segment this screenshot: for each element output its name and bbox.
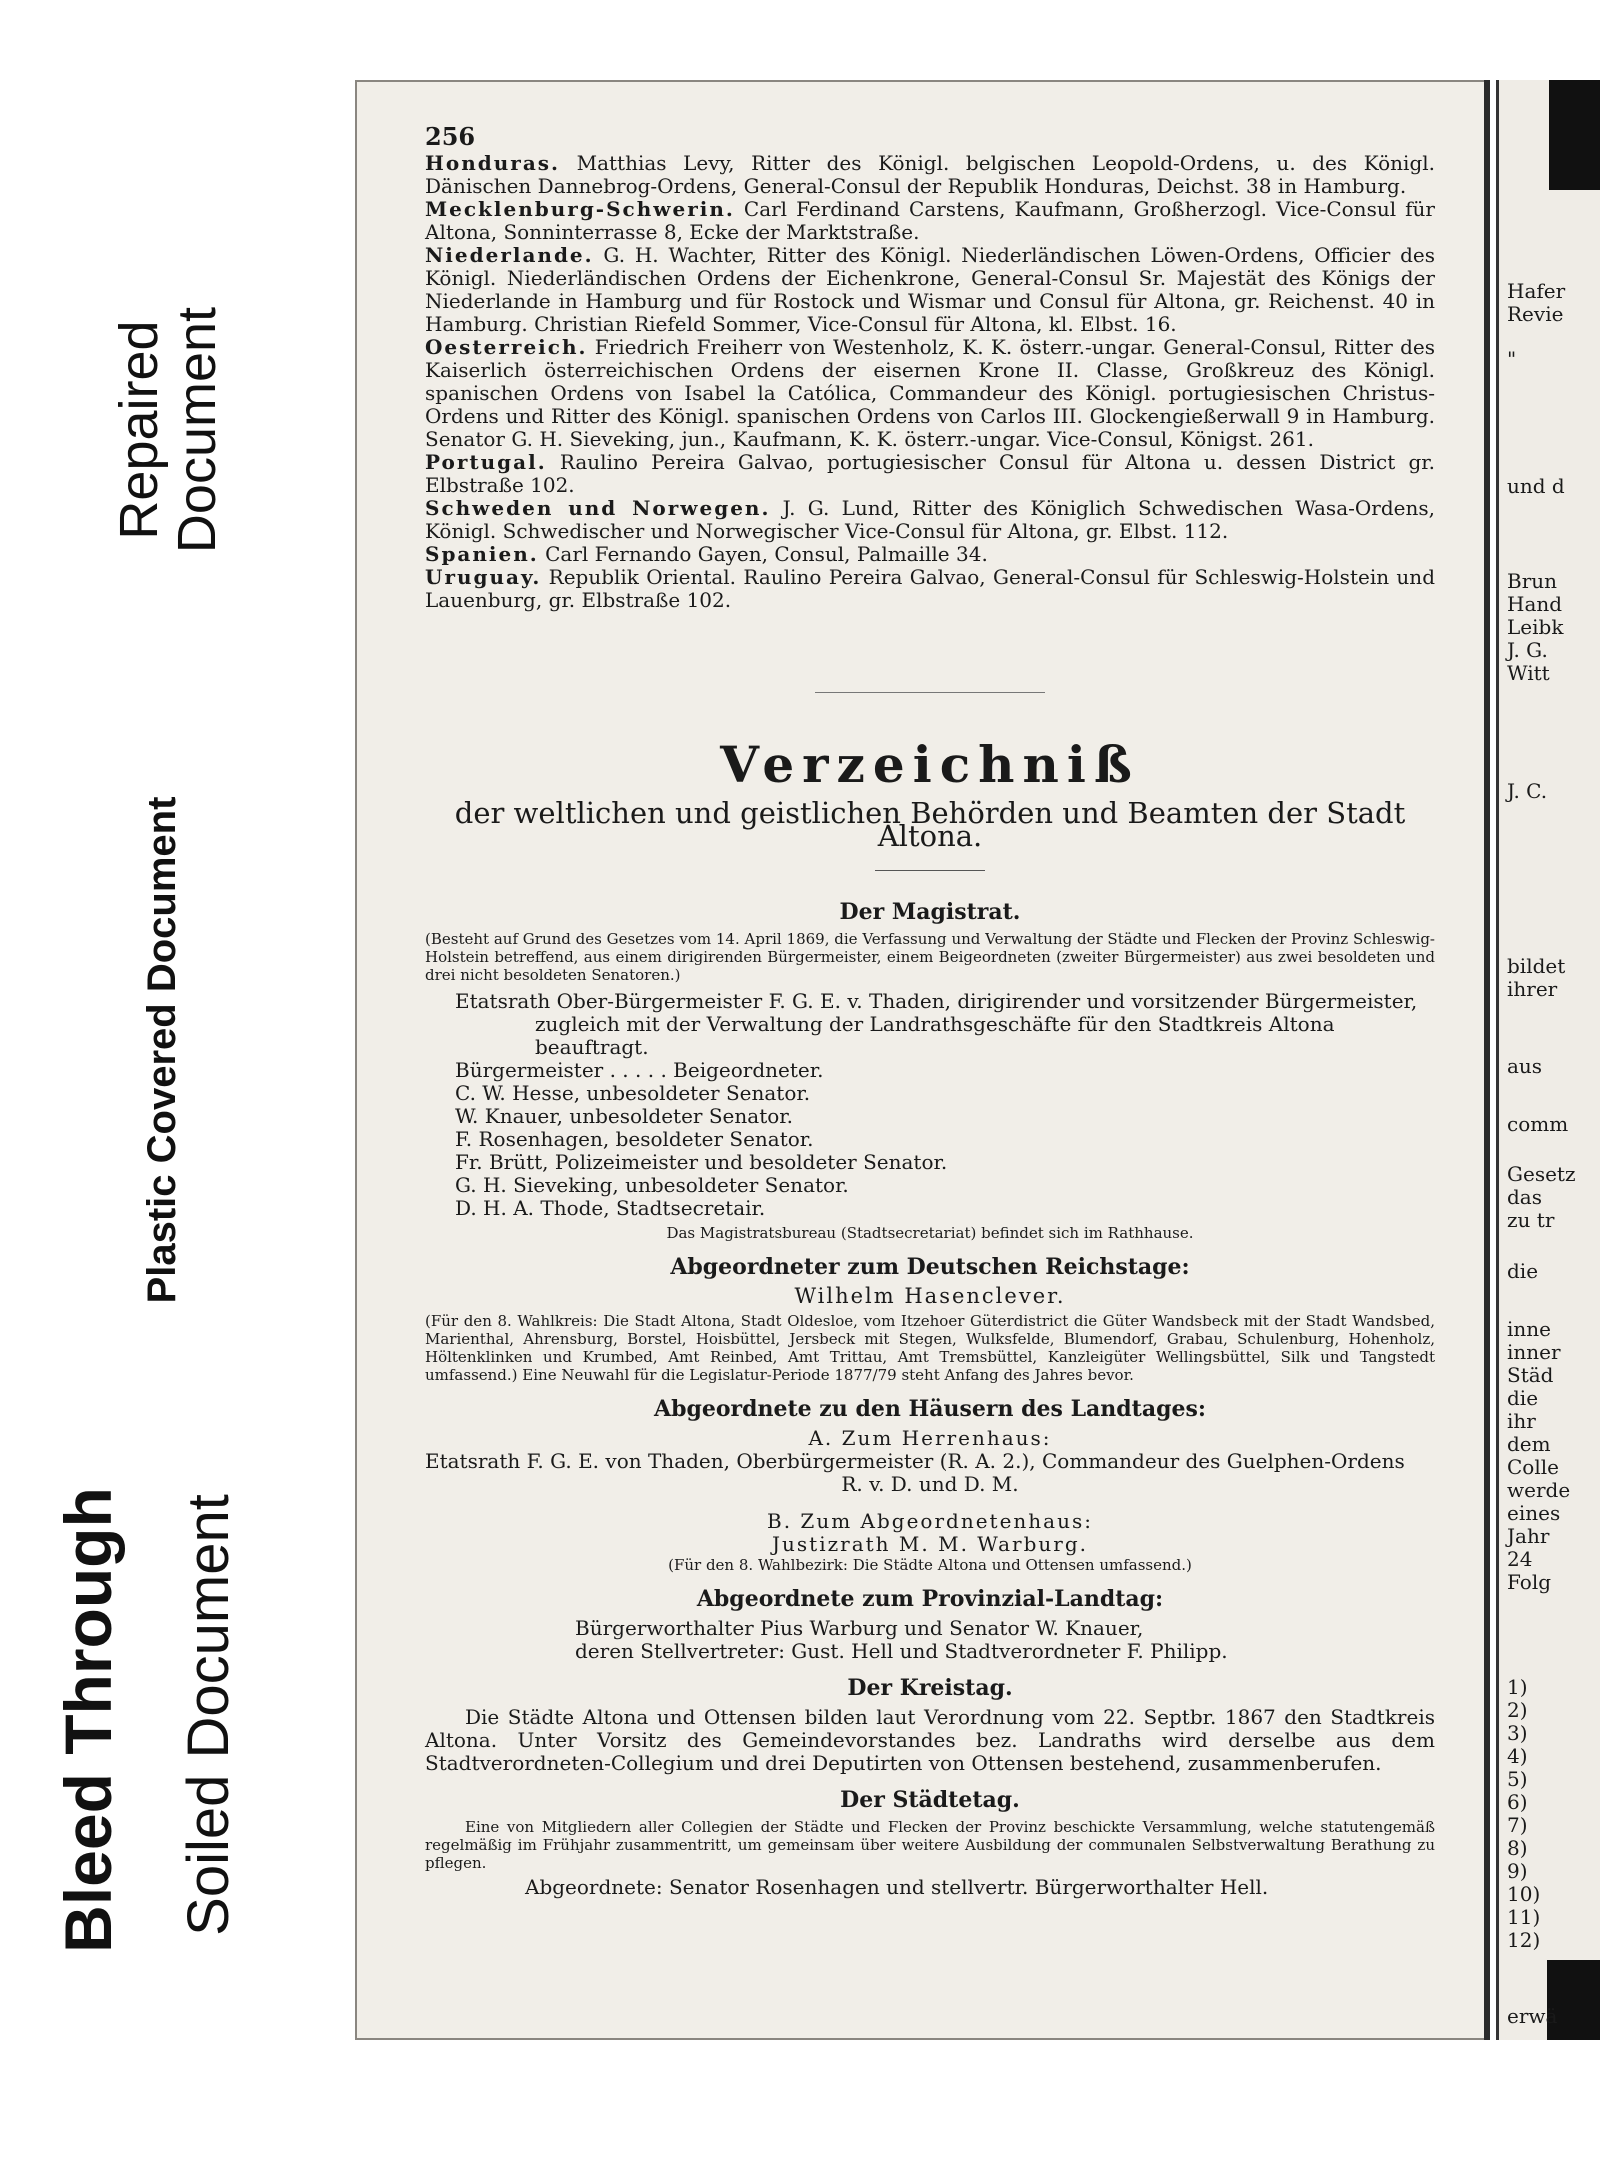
adjacent-page-fragment: werde <box>1507 1478 1571 1502</box>
consul-country: Spanien. <box>425 542 539 566</box>
adjacent-page-fragment: und d <box>1507 474 1565 498</box>
adjacent-page-fragment: Brun <box>1507 569 1558 593</box>
adjacent-page-fragment: inner <box>1507 1340 1561 1364</box>
provinzial-line: Bürgerworthalter Pius Warburg und Senator W. Knauer, <box>575 1616 1144 1640</box>
plastic-covered-stamp: Plastic Covered Document <box>140 796 184 1304</box>
adjacent-page-number: 7) <box>1507 1813 1528 1837</box>
consul-text: Carl Ferdinand Carstens, Kaufmann, Großherzogl. Vice-Consul für Altona, Sonninterrasse 8, Ecke der Marktstraße. <box>425 197 1435 244</box>
magistrat-footnote: Das Magistratsbureau (Stadtsecretariat) befindet sich im Rathhause. <box>666 1224 1194 1242</box>
adjacent-page-number: 4) <box>1507 1744 1528 1768</box>
consul-text: G. H. Wachter, Ritter des Königl. Niederländischen Löwen-Ordens, Officier des Königl. Niederländischen Ordens der Eichenkrone, General-Consul Sr. Majestät des Königs der Niederlande in Hamburg und für Rostock und Wismar und Consul für Altona, gr. Reichenst. 40 in Hamburg. Christian Riefeld Sommer, Vice-Consul für Altona, kl. Elbst. 16. <box>425 243 1435 336</box>
adjacent-page-fragment: eines <box>1507 1501 1561 1525</box>
staedtetag-delegates: Abgeordnete: Senator Rosenhagen und stellvertr. Bürgerworthalter Hell. <box>525 1875 1269 1899</box>
adjacent-page-fragment: Hand <box>1507 592 1563 616</box>
magistrat-member: F. Rosenhagen, besoldeter Senator. <box>455 1127 814 1151</box>
page-title: Verzeichniß <box>720 735 1140 794</box>
adjacent-page-number: 12) <box>1507 1928 1541 1952</box>
adjacent-page-fragment: bildet <box>1507 954 1566 978</box>
adjacent-page-number: 1) <box>1507 1675 1528 1699</box>
adjacent-page-fragment: die <box>1507 1386 1539 1410</box>
magistrat-member: G. H. Sieveking, unbesoldeter Senator. <box>455 1173 849 1197</box>
adjacent-page-number: 6) <box>1507 1790 1528 1814</box>
adjacent-page-number: 3) <box>1507 1721 1528 1745</box>
scanned-page <box>355 80 1490 2040</box>
consul-entry <box>425 497 1435 543</box>
adjacent-page-fragment: Leibk <box>1507 615 1564 639</box>
adjacent-page-fragment: zu tr <box>1507 1208 1555 1232</box>
adjacent-page <box>1496 80 1600 2040</box>
adjacent-page-fragment: " <box>1507 347 1517 371</box>
magistrat-note: (Besteht auf Grund des Gesetzes vom 14. April 1869, die Verfassung und Verwaltung der Städte und Flecken der Provinz Schleswig-Holstein betreffend, aus einem dirigirenden Bürgermeister, einem Beigeordneten (zweiter Bürgermeister) aus zwei besoldeten und drei nicht besoldeten Senatoren.) <box>425 930 1435 984</box>
adjacent-page-fragment: Jahr <box>1507 1524 1550 1548</box>
consul-country: Oesterreich. <box>425 335 588 359</box>
consul-entry <box>425 336 1435 451</box>
section-divider <box>815 692 1045 693</box>
kreistag-heading: Der Kreistag. <box>847 1675 1013 1701</box>
adjacent-page-fragment: comm <box>1507 1112 1569 1136</box>
adjacent-page-number: 5) <box>1507 1767 1528 1791</box>
consul-country: Honduras. <box>425 151 561 175</box>
repaired-document-stamp <box>110 280 230 580</box>
consul-country: Mecklenburg-Schwerin. <box>425 197 735 221</box>
herrenhaus-member-orders: R. v. D. und D. M. <box>841 1472 1019 1496</box>
repaired-stamp-line1: Repaired <box>109 320 169 540</box>
adjacent-page-fragment: das <box>1507 1185 1542 1209</box>
provinzial-members <box>425 1617 1435 1663</box>
consul-entry <box>425 566 1435 612</box>
consul-country: Portugal. <box>425 450 547 474</box>
adjacent-page-fragment: Witt <box>1507 661 1550 685</box>
staedtetag-note: Eine von Mitgliedern aller Collegien der Städte und Flecken der Provinz beschickte Versammlung, welche statutengemäß regelmäßig im Frühjahr zusammentritt, um gemeinsam über weitere Ausbildung der communalen Selbstverwaltung Berathung zu pflegen. <box>425 1818 1435 1872</box>
kreistag-text: Die Städte Altona und Ottensen bilden laut Verordnung vom 22. Septbr. 1867 den Stadtkreis Altona. Unter Vorsitz des Gemeindevorstandes bez. Landraths wird derselbe aus dem Stadtverordneten-Collegium und drei Deputirten von Ottensen bestehend, zusammenberufen. <box>425 1705 1435 1775</box>
magistrat-member: D. H. A. Thode, Stadtsecretair. <box>455 1196 766 1220</box>
consul-list <box>425 152 1435 612</box>
title-divider <box>875 870 985 871</box>
landtag-heading: Abgeordnete zu den Häusern des Landtages: <box>654 1396 1206 1422</box>
magistrat-members <box>455 990 1435 1220</box>
adjacent-page-fragment: aus <box>1507 1054 1543 1078</box>
consul-entry <box>425 451 1435 497</box>
adjacent-page-fragment: ihrer <box>1507 977 1558 1001</box>
consul-entry <box>425 244 1435 336</box>
adjacent-page-fragment: 24 <box>1507 1547 1533 1571</box>
consul-text: Raulino Pereira Galvao, portugiesischer Consul für Altona u. dessen District gr. Elbstraße 102. <box>425 450 1435 497</box>
consul-country: Uruguay. <box>425 565 542 589</box>
consul-text: Carl Fernando Gayen, Consul, Palmaille 34. <box>538 542 988 566</box>
adjacent-page-fragment: die <box>1507 1259 1539 1283</box>
adjacent-page-fragment: J. G. <box>1507 638 1548 662</box>
bleed-through-stamp: Bleed Through <box>51 1487 125 1953</box>
magistrat-member: Fr. Brütt, Polizeimeister und besoldeter Senator. <box>455 1150 948 1174</box>
page-subtitle: der weltlichen und geistlichen Behörden und Beamten der Stadt Altona. <box>454 796 1406 853</box>
adjacent-page-number: 9) <box>1507 1859 1528 1883</box>
adjacent-page-fragment: erwä <box>1507 2004 1558 2028</box>
repaired-stamp-line2: Document <box>167 306 227 554</box>
adjacent-page-fragment: J. C. <box>1507 779 1548 803</box>
consul-text: J. G. Lund, Ritter des Königlich Schwedischen Wasa-Ordens, Königl. Schwedischer und Norwegischer Vice-Consul für Altona, gr. Elbst. 112. <box>425 496 1435 543</box>
abgeordnetenhaus-note: (Für den 8. Wahlbezirk: Die Städte Altona und Ottensen umfassend.) <box>668 1556 1192 1574</box>
consul-text: Republik Oriental. Raulino Pereira Galvao, General-Consul für Schleswig-Holstein und Lauenburg, gr. Elbstraße 102. <box>425 565 1435 612</box>
consul-entry <box>425 543 1435 566</box>
page-spine <box>1484 80 1490 2040</box>
adjacent-page-number: 2) <box>1507 1698 1528 1722</box>
adjacent-page-fragment: Revie <box>1507 302 1564 326</box>
reichstag-note: (Für den 8. Wahlkreis: Die Stadt Altona, Stadt Oldesloe, vom Itzehoer Güterdistrict die Güter Wandsbeck mit der Stadt Wandsbed, Marienthal, Ahrensburg, Borstel, Hoisbüttel, Jersbeck mit Stegen, Wulksfelde, Blumendorf, Grabau, Schulenburg, Hohenholz, Höltenklinken und Krumbed, Amt Reinbed, Amt Trittau, Amt Tremsbüttel, Kanzleigüter Wellingsbüttel, Silk und Tangstedt umfassend.) Eine Neuwahl für die Legislatur-Periode 1877/79 steht Anfang des Jahres bevor. <box>425 1312 1435 1384</box>
magistrat-member: Etatsrath Ober-Bürgermeister F. G. E. v. Thaden, dirigirender und vorsitzender Bürgermeister, <box>455 989 1418 1013</box>
consul-text: Friedrich Freiherr von Westenholz, K. K. österr.-ungar. General-Consul, Ritter des Kaiserlich österreichischen Ordens der eisernen Krone II. Classe, Großkreuz des Königl. spanischen Ordens von Isabel la Católica, Commandeur des Königl. portugiesischen Christus-Ordens und Ritter des Königl. spanischen Ordens von Carlos III. Glockengießerwall 9 in Hamburg. Senator G. H. Sieveking, jun., Kaufmann, K. K. österr.-ungar. Vice-Consul, Königst. 261. <box>425 335 1435 451</box>
magistrat-member: W. Knauer, unbesoldeter Senator. <box>455 1104 793 1128</box>
adjacent-page-fragment: ihr <box>1507 1409 1536 1433</box>
magistrat-member: C. W. Hesse, unbesoldeter Senator. <box>455 1081 811 1105</box>
page-number: 256 <box>425 122 476 151</box>
binding-mark <box>1549 80 1600 190</box>
adjacent-page-fragment: Colle <box>1507 1455 1559 1479</box>
consul-text: Matthias Levy, Ritter des Königl. belgischen Leopold-Ordens, u. des Königl. Dänischen Dannebrog-Ordens, General-Consul der Republik Honduras, Deichst. 38 in Hamburg. <box>425 151 1435 198</box>
adjacent-page-fragment: Hafer <box>1507 279 1566 303</box>
provinzial-line: deren Stellvertreter: Gust. Hell und Stadtverordneter F. Philipp. <box>575 1639 1228 1663</box>
adjacent-page-fragment: Städ <box>1507 1363 1554 1387</box>
reichstag-heading: Abgeordneter zum Deutschen Reichstage: <box>670 1254 1190 1280</box>
soiled-document-stamp: Soiled Document <box>176 1494 241 1936</box>
adjacent-page-fragment: Folg <box>1507 1570 1552 1594</box>
abgeordnetenhaus-member: Justizrath M. M. Warburg. <box>772 1532 1088 1556</box>
adjacent-page-number: 8) <box>1507 1836 1528 1860</box>
magistrat-member: Bürgermeister . . . . . Beigeordneter. <box>455 1058 824 1082</box>
herrenhaus-label: A. Zum Herrenhaus: <box>808 1426 1052 1450</box>
binding-mark <box>1547 1960 1600 2040</box>
adjacent-page-fragment: Gesetz <box>1507 1162 1576 1186</box>
adjacent-page-number: 11) <box>1507 1905 1541 1929</box>
provinzial-heading: Abgeordnete zum Provinzial-Landtag: <box>696 1586 1164 1612</box>
abgeordnetenhaus-label: B. Zum Abgeordnetenhaus: <box>767 1509 1093 1533</box>
adjacent-page-number: 10) <box>1507 1882 1541 1906</box>
consul-entry <box>425 152 1435 198</box>
consul-entry <box>425 198 1435 244</box>
magistrat-member: zugleich mit der Verwaltung der Landrathsgeschäfte für den Stadtkreis Altona beauftragt. <box>535 1012 1335 1059</box>
consul-country: Niederlande. <box>425 243 594 267</box>
page-content <box>425 122 1435 1899</box>
staedtetag-heading: Der Städtetag. <box>840 1787 1020 1813</box>
adjacent-page-fragment: inne <box>1507 1317 1551 1341</box>
herrenhaus-member: Etatsrath F. G. E. von Thaden, Oberbürgermeister (R. A. 2.), Commandeur des Guelphen-Ordens <box>425 1449 1405 1473</box>
reichstag-name: Wilhelm Hasenclever. <box>794 1284 1066 1308</box>
adjacent-page-fragment: dem <box>1507 1432 1551 1456</box>
consul-country: Schweden und Norwegen. <box>425 496 771 520</box>
magistrat-heading: Der Magistrat. <box>839 899 1021 925</box>
